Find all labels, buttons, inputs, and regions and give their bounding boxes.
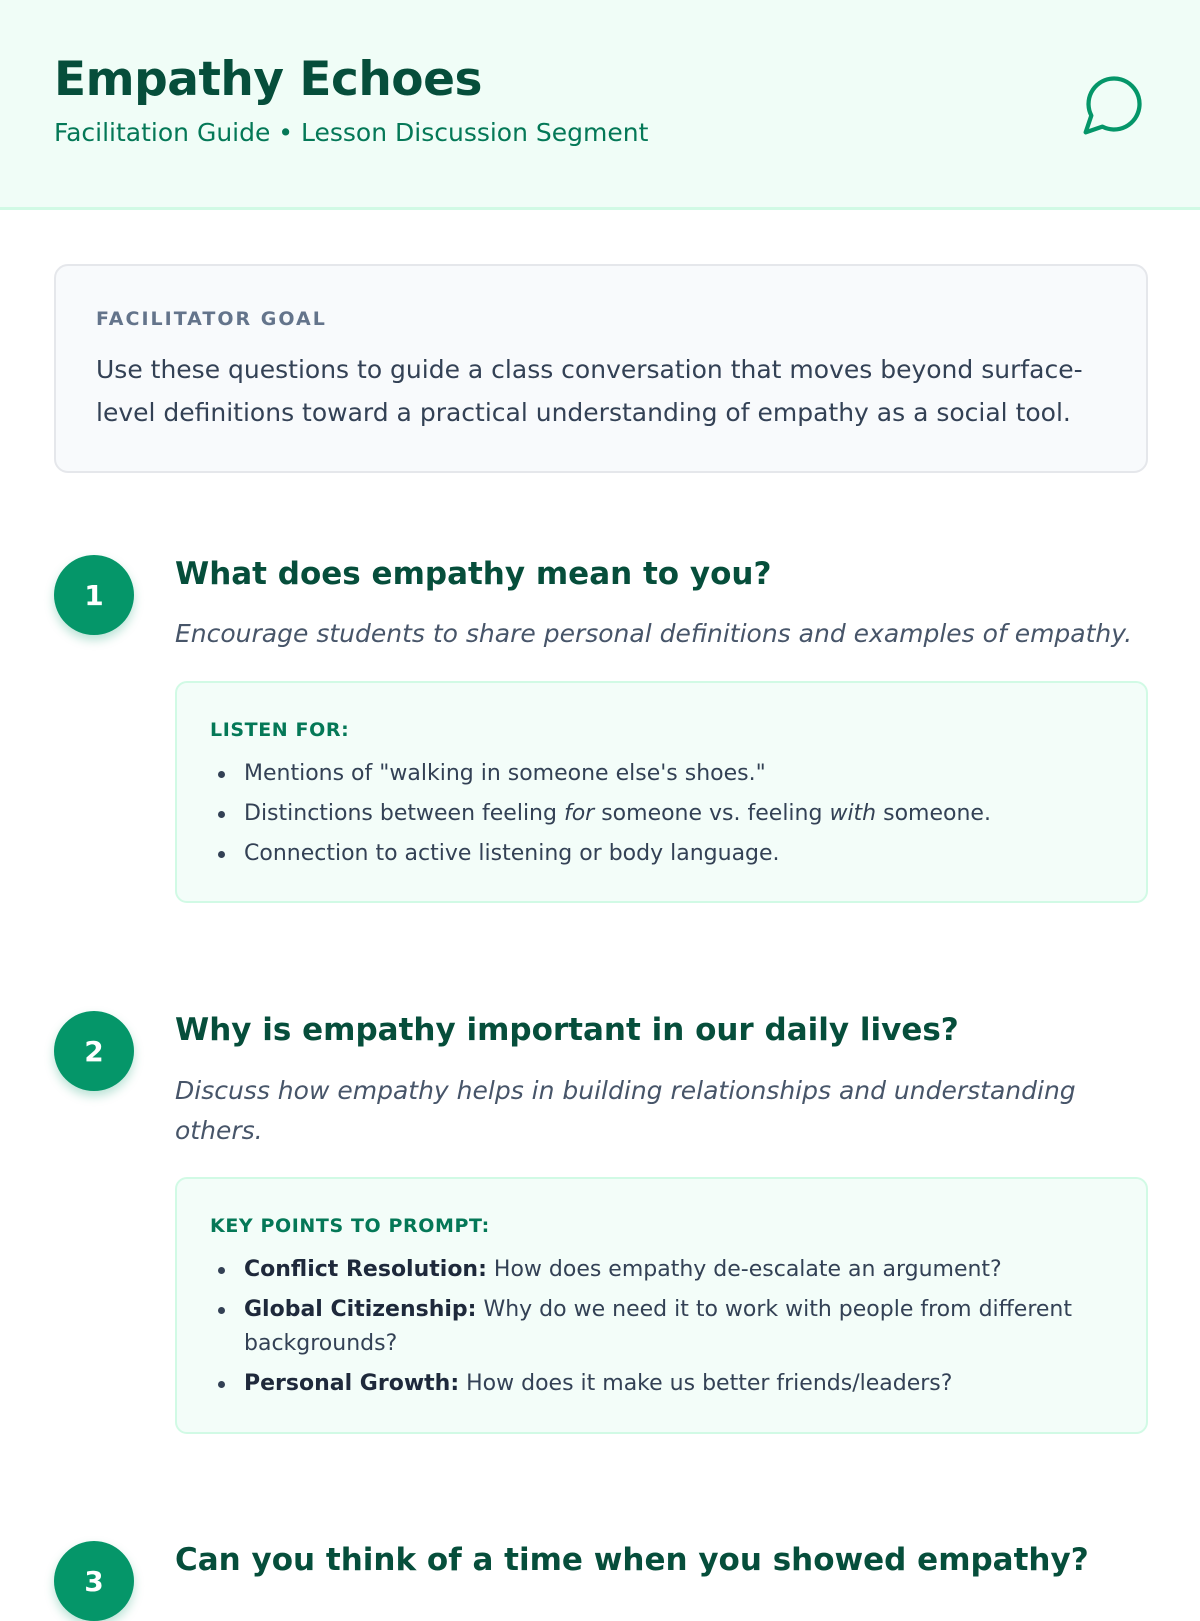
question-number-badge: 1 [54,555,134,635]
question-title: What does empathy mean to you? [175,556,772,592]
listen-for-box [175,681,1148,903]
notes-label: KEY POINTS TO PROMPT: [210,1215,490,1237]
question-number-badge: 3 [54,1541,134,1621]
question-number-badge: 2 [54,1011,134,1091]
notes-list [210,1253,1110,1407]
list-item: Conflict Resolution: How does empathy de-escalate an argument? [210,1253,1110,1287]
list-item: Personal Growth: How does it make us better friends/leaders? [210,1367,1110,1401]
question-title: Can you think of a time when you showed empathy? [175,1542,1089,1578]
page-subtitle: Facilitation Guide • Lesson Discussion Segment [54,118,649,147]
list-item: Mentions of "walking in someone else's shoes." [210,757,1110,791]
question-description: Discuss how empathy helps in building relationships and understanding others. [175,1076,1076,1145]
list-item: Distinctions between feeling for someone vs. feeling with someone. [210,797,1110,831]
page-header [0,0,1200,210]
notes-list [210,757,1110,877]
question-description: Encourage students to share personal definitions and examples of empathy. [175,619,1133,648]
list-item: Global Citizenship: Why do we need it to work with people from different backgrounds? [210,1293,1110,1361]
chat-bubble-icon [1080,70,1148,138]
question-title: Why is empathy important in our daily lives? [175,1012,959,1048]
notes-label: LISTEN FOR: [210,719,350,741]
goal-text: Use these questions to guide a class conversation that moves beyond surface-level definitions toward a practical understanding of empathy as a social tool. [96,355,1083,427]
facilitator-goal-card [54,264,1148,473]
list-item: Connection to active listening or body language. [210,837,1110,871]
page-title: Empathy Echoes [54,52,482,107]
goal-label: FACILITATOR GOAL [96,308,327,330]
key-points-box [175,1177,1148,1434]
